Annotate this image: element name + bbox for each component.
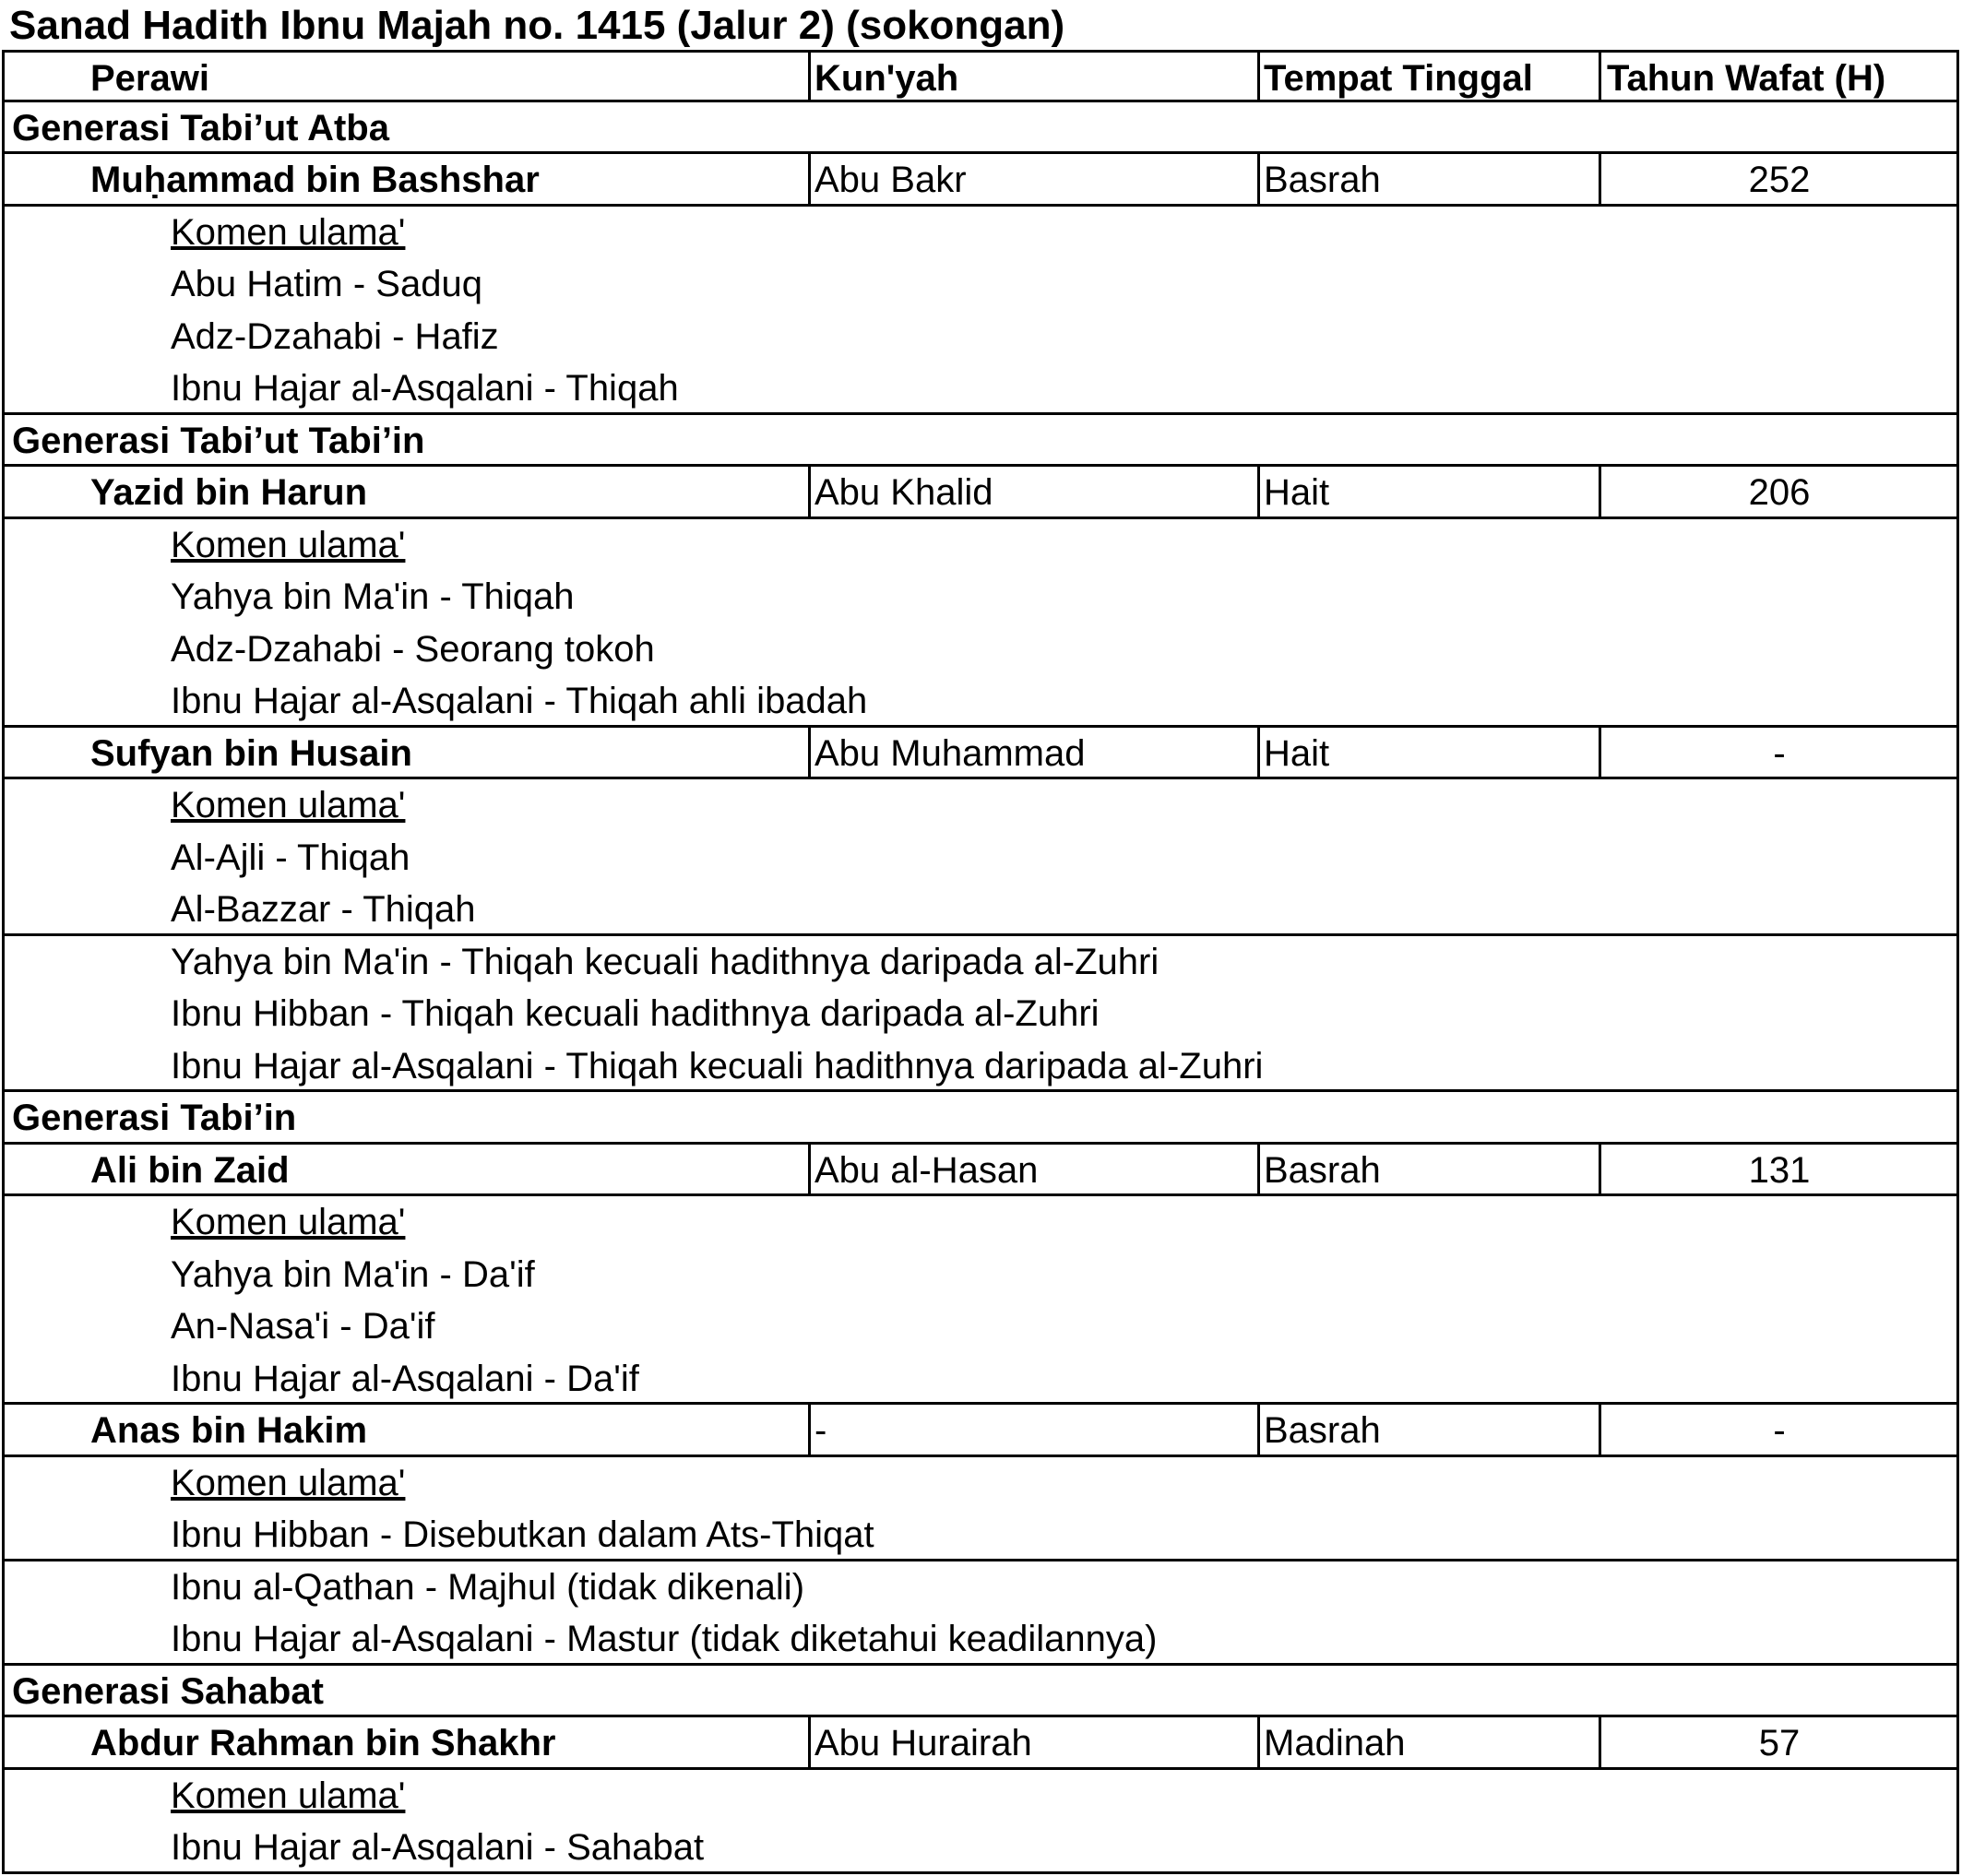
column-divider <box>808 53 811 100</box>
narrator-death-year: 131 <box>1748 1149 1811 1191</box>
narrator-name: Yazid bin Harun <box>90 472 368 513</box>
comment-row <box>2 571 1959 623</box>
narrator-death-year: 252 <box>1748 160 1811 200</box>
generation-row <box>2 1666 1959 1718</box>
column-divider <box>808 154 811 204</box>
column-divider <box>808 1145 811 1194</box>
comment-row <box>2 258 1959 311</box>
narrator-row <box>2 154 1959 207</box>
comment-row <box>2 1040 1959 1093</box>
comment-row <box>2 362 1959 415</box>
scholar-comment: Ibnu Hajar al-Asqalani - Thiqah <box>171 368 679 409</box>
narrator-residence: Basrah <box>1264 1410 1381 1451</box>
comment-heading-row <box>2 1196 1959 1249</box>
narrator-row <box>2 1405 1959 1457</box>
comment-row <box>2 1509 1959 1561</box>
column-divider <box>1599 154 1601 204</box>
narrator-kunyah: Abu Khalid <box>815 472 993 513</box>
column-divider <box>1599 728 1601 778</box>
comment-heading: Komen ulama' <box>171 1202 406 1242</box>
column-divider <box>1599 1145 1601 1194</box>
comment-heading: Komen ulama' <box>171 211 406 253</box>
narrator-residence: Hait <box>1264 732 1330 774</box>
narrator-name: Muḥammad bin Bashshar <box>90 160 540 200</box>
narrator-death-year: - <box>1773 732 1786 774</box>
column-divider <box>1599 1717 1601 1767</box>
scholar-comment: Ibnu al-Qathan - Majhul (tidak dikenali) <box>171 1566 805 1608</box>
comment-row <box>2 675 1959 728</box>
comment-row <box>2 832 1959 885</box>
scholar-comment: Ibnu Hajar al-Asqalani - Mastur (tidak diketahui keadilannya) <box>171 1619 1158 1659</box>
header-tempat: Tempat Tinggal <box>1264 58 1533 99</box>
narrator-residence: Basrah <box>1264 160 1381 200</box>
column-divider <box>808 1405 811 1454</box>
generation-row <box>2 102 1959 155</box>
narrator-death-year: 206 <box>1748 472 1811 513</box>
comment-row <box>2 884 1959 936</box>
comment-heading: Komen ulama' <box>171 1775 406 1816</box>
column-divider <box>808 728 811 778</box>
scholar-comment: Al-Ajli - Thiqah <box>171 837 410 878</box>
scholar-comment: Ibnu Hajar al-Asqalani - Da'if <box>171 1358 639 1399</box>
narrator-residence: Madinah <box>1264 1723 1406 1763</box>
generation-row <box>2 1092 1959 1145</box>
comment-heading-row <box>2 1770 1959 1823</box>
narrator-row <box>2 1145 1959 1197</box>
scholar-comment: Ibnu Hajar al-Asqalani - Sahabat <box>171 1827 705 1868</box>
column-divider <box>1257 1717 1260 1767</box>
comment-heading-row <box>2 1457 1959 1510</box>
narrator-death-year: - <box>1773 1410 1786 1451</box>
column-divider <box>1257 154 1260 204</box>
comment-row <box>2 988 1959 1040</box>
narrator-row <box>2 467 1959 519</box>
header-wafat: Tahun Wafat (H) <box>1607 58 1886 99</box>
scholar-comment: Ibnu Hajar al-Asqalani - Thiqah ahli ibadah <box>171 681 868 721</box>
generation-label: Generasi Sahabat <box>12 1670 324 1712</box>
scholar-comment: Yahya bin Ma'in - Da'if <box>171 1253 535 1295</box>
narrator-kunyah: - <box>815 1410 827 1451</box>
column-divider <box>1257 1145 1260 1194</box>
header-perawi: Perawi <box>90 58 209 99</box>
narrator-row <box>2 728 1959 780</box>
narrator-row <box>2 1717 1959 1770</box>
column-divider <box>1257 467 1260 516</box>
comment-row <box>2 1613 1959 1666</box>
narrator-name: Abdur Rahman bin Shakhr <box>90 1723 556 1763</box>
comment-heading-row <box>2 779 1959 832</box>
generation-label: Generasi Tabi’ut Tabi’in <box>12 420 425 461</box>
scholar-comment: Ibnu Hibban - Thiqah kecuali hadithnya daripada al-Zuhri <box>171 993 1100 1034</box>
narrator-residence: Basrah <box>1264 1149 1381 1191</box>
comment-heading: Komen ulama' <box>171 1462 406 1503</box>
header-kunyah: Kun'yah <box>815 58 959 99</box>
comment-row <box>2 311 1959 363</box>
narrator-residence: Hait <box>1264 472 1330 513</box>
narrator-name: Anas bin Hakim <box>90 1410 368 1451</box>
comment-row <box>2 1822 1959 1874</box>
comment-heading-row <box>2 519 1959 572</box>
comment-heading: Komen ulama' <box>171 785 406 825</box>
column-divider <box>1257 1405 1260 1454</box>
column-divider <box>808 467 811 516</box>
generation-label: Generasi Tabi’ut Atba <box>12 107 389 148</box>
column-divider <box>1257 53 1260 100</box>
scholar-comment: Abu Hatim - Saduq <box>171 264 482 304</box>
generation-label: Generasi Tabi’in <box>12 1098 297 1138</box>
comment-row <box>2 1300 1959 1353</box>
column-divider <box>1599 53 1601 100</box>
scholar-comment: Al-Bazzar - Thiqah <box>171 889 476 930</box>
narrator-kunyah: Abu Muhammad <box>815 732 1086 774</box>
scholar-comment: Adz-Dzahabi - Hafiz <box>171 315 499 357</box>
scholar-comment: An-Nasa'i - Da'if <box>171 1306 435 1347</box>
scholar-comment: Ibnu Hajar al-Asqalani - Thiqah kecuali hadithnya daripada al-Zuhri <box>171 1045 1264 1086</box>
column-divider <box>1257 728 1260 778</box>
comment-heading: Komen ulama' <box>171 524 406 565</box>
narrator-name: Sufyan bin Husain <box>90 732 412 774</box>
header-row <box>2 50 1959 102</box>
comment-row <box>2 1561 1959 1614</box>
comment-row <box>2 623 1959 676</box>
comment-row <box>2 936 1959 989</box>
narrator-name: Ali bin Zaid <box>90 1149 290 1191</box>
scholar-comment: Ibnu Hibban - Disebutkan dalam Ats-Thiqat <box>171 1514 874 1555</box>
comment-heading-row <box>2 207 1959 259</box>
narrator-kunyah: Abu al-Hasan <box>815 1149 1039 1191</box>
scholar-comment: Adz-Dzahabi - Seorang tokoh <box>171 628 655 670</box>
comment-row <box>2 1249 1959 1301</box>
narrator-kunyah: Abu Bakr <box>815 160 967 200</box>
scholar-comment: Yahya bin Ma'in - Thiqah <box>171 576 575 617</box>
narrator-kunyah: Abu Hurairah <box>815 1723 1032 1763</box>
narrator-death-year: 57 <box>1758 1723 1801 1763</box>
column-divider <box>1599 1405 1601 1454</box>
scholar-comment: Yahya bin Ma'in - Thiqah kecuali hadithnya daripada al-Zuhri <box>171 941 1159 982</box>
sheet-title: Sanad Hadith Ibnu Majah no. 1415 (Jalur 2) (sokongan) <box>9 3 1065 48</box>
column-divider <box>808 1717 811 1767</box>
column-divider <box>1599 467 1601 516</box>
generation-row <box>2 415 1959 468</box>
comment-row <box>2 1353 1959 1406</box>
